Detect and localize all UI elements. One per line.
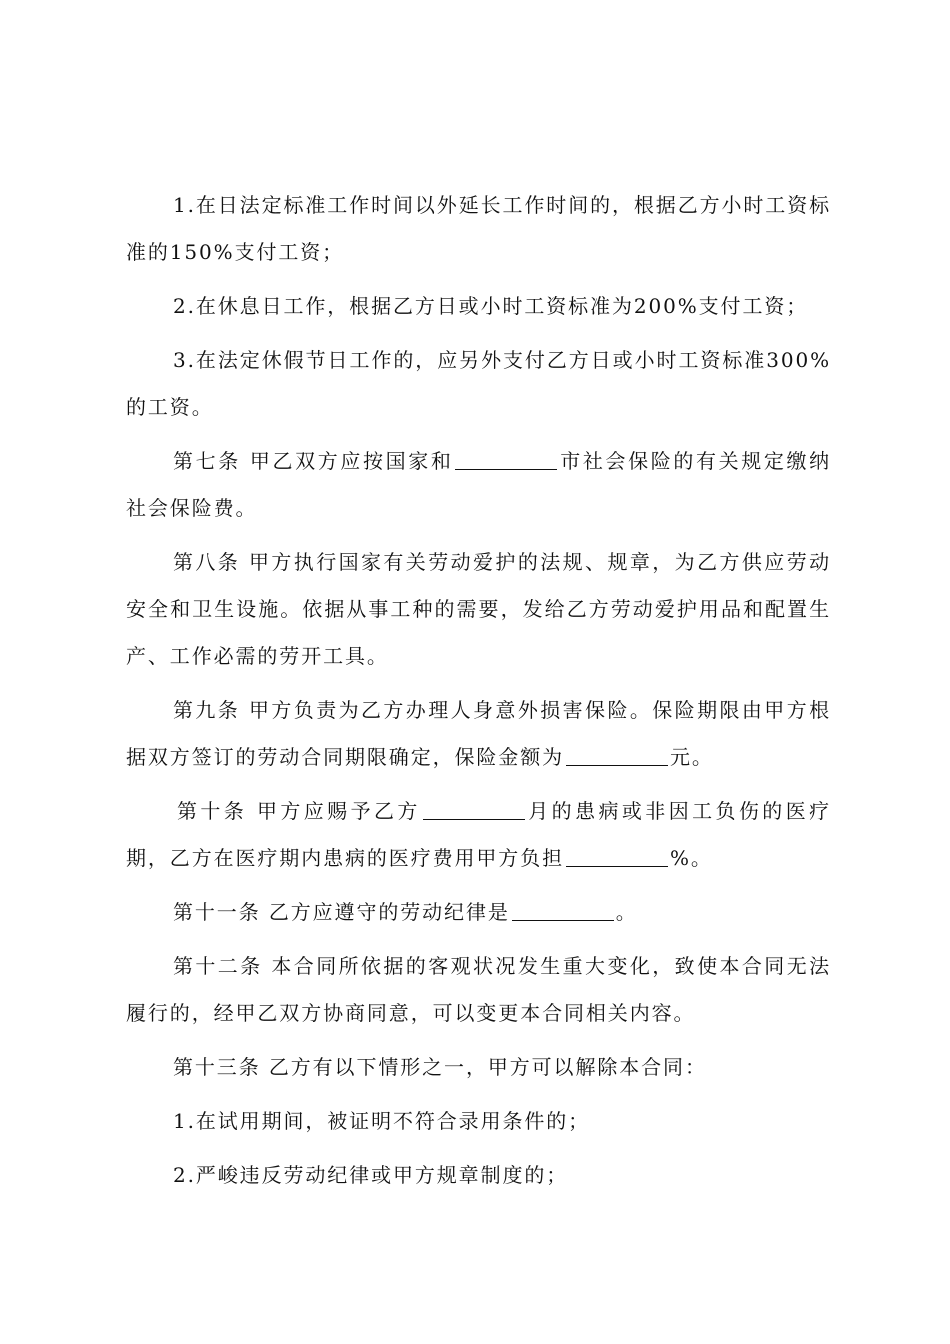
overtime-clause-3 [126,337,831,431]
paragraph-text: 。 [615,900,638,924]
paragraph-text: 2.严峻违反劳动纪律或甲方规章制度的； [173,1163,569,1187]
article-11 [126,889,831,936]
article-12 [126,943,831,1037]
overtime-clause-1 [126,182,831,276]
paragraph-text: 第八条 甲方执行国家有关劳动爱护的法规、规章，为乙方供应劳动安全和卫生设施。依据从事工种的需要，发给乙方劳动爱护用品和配置生产、工作必需的劳开工具。 [126,550,831,668]
paragraph-text: 第十条 甲方应赐予乙方 [177,799,421,823]
document-body [126,182,831,1206]
fill-in-blank [455,449,557,470]
article-7 [126,438,831,532]
paragraph-text: 市社会保险的有关规定缴纳社会保险费。 [126,449,831,520]
paragraph-text: 3.在法定休假节日工作的，应另外支付乙方日或小时工资标准300%的工资。 [126,348,831,419]
article-10 [126,788,831,882]
overtime-clause-2 [126,283,831,330]
article-9 [126,687,831,781]
paragraph-text: 2.在休息日工作，根据乙方日或小时工资标准为200%支付工资； [173,294,809,318]
fill-in-blank [423,799,525,820]
fill-in-blank [512,900,614,921]
paragraph-text: 第九条 甲方负责为乙方办理人身意外损害保险。保险期限由甲方根据双方签订的劳动合同期限确定，保险金额为 [126,698,831,769]
article-13-item-2 [126,1152,831,1199]
paragraph-text: 第十二条 本合同所依据的客观状况发生重大变化，致使本合同无法履行的，经甲乙双方协商同意，可以变更本合同相关内容。 [126,954,831,1025]
paragraph-text: 月的患病或非因工负伤的医疗期，乙方在医疗期内患病的医疗费用甲方负担 [126,799,831,870]
paragraph-text: %。 [670,846,713,870]
article-8 [126,539,831,680]
fill-in-blank [566,745,668,766]
article-13 [126,1044,831,1091]
paragraph-text: 1.在日法定标准工作时间以外延长工作时间的，根据乙方小时工资标准的150%支付工资； [126,193,831,264]
fill-in-blank [566,846,668,867]
paragraph-text: 元。 [670,745,714,769]
paragraph-text: 第十一条 乙方应遵守的劳动纪律是 [173,900,510,924]
paragraph-text: 1.在试用期间，被证明不符合录用条件的； [173,1109,591,1133]
paragraph-text: 第七条 甲乙双方应按国家和 [173,449,454,473]
article-13-item-1 [126,1098,831,1145]
paragraph-text: 第十三条 乙方有以下情形之一，甲方可以解除本合同： [173,1055,707,1079]
